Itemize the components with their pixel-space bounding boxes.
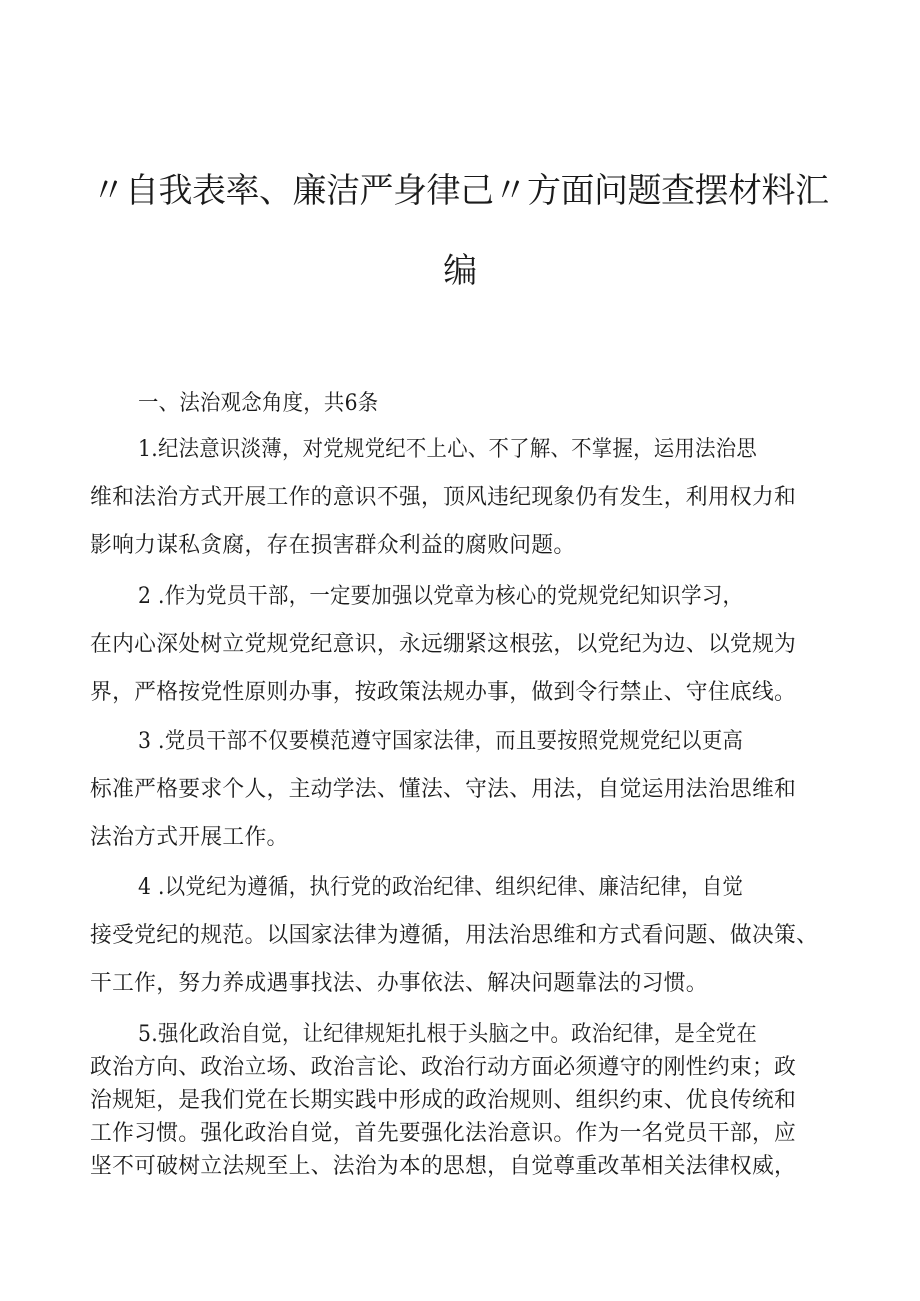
paragraph-3-line-2: 标准严格要求个人，主动学法、懂法、守法、用法，自觉运用法治思维和 — [90, 777, 797, 802]
paragraph-2-line-1: 2 .作为党员干部，一定要加强以党章为核心的党规党纪知识学习， — [138, 584, 744, 609]
paragraph-1-line-2: 维和法治方式开展工作的意识不强，顶风违纪现象仍有发生，利用权力和 — [90, 485, 797, 510]
paragraph-5-line-3: 治规矩，是我们党在长期实践中形成的政治规则、组织约束、优良传统和 — [90, 1088, 797, 1113]
document-title-line-2: 编 — [443, 251, 477, 291]
paragraph-2-line-2: 在内心深处树立党规党纪意识，永远绷紧这根弦，以党纪为边、以党规为 — [90, 632, 797, 657]
paragraph-2-line-3: 界，严格按党性原则办事，按政策法规办事，做到令行禁止、守住底线。 — [90, 680, 797, 705]
paragraph-3-line-3: 法治方式开展工作。 — [90, 825, 289, 850]
paragraph-4-line-1: 4 .以党纪为遵循，执行党的政治纪律、组织纪律、廉洁纪律，自觉 — [138, 875, 744, 900]
paragraph-5-line-4: 工作习惯。强化政治自觉，首先要强化法治意识。作为一名党员干部，应 — [90, 1121, 797, 1146]
paragraph-1-line-3: 影响力谋私贪腐，存在损害群众利益的腐败问题。 — [90, 533, 576, 558]
paragraph-3-line-1: 3 .党员干部不仅要模范遵守国家法律，而且要按照党规党纪以更高 — [138, 729, 744, 754]
paragraph-4-line-2: 接受党纪的规范。以国家法律为遵循，用法治思维和方式看问题、做决策、 — [90, 923, 819, 948]
paragraph-5-line-5: 坚不可破树立法规至上、法治为本的思想，自觉尊重改革相关法律权威， — [90, 1154, 797, 1179]
paragraph-4-line-3: 干工作，努力养成遇事找法、办事依法、解决问题靠法的习惯。 — [90, 971, 708, 996]
section-heading: 一、法治观念角度，共6条 — [138, 391, 379, 416]
paragraph-5-line-1: 5.强化政治自觉，让纪律规矩扎根于头脑之中。政治纪律，是全党在 — [138, 1022, 758, 1047]
document-title-line-1: 〃自我表率、廉洁严身律己〃方面问题查摆材料汇 — [91, 171, 829, 211]
paragraph-1-line-1: 1.纪法意识淡薄，对党规党纪不上心、不了解、不掌握，运用法治思 — [138, 437, 758, 462]
paragraph-5-line-2: 政治方向、政治立场、政治言论、政治行动方面必须遵守的刚性约束；政 — [90, 1055, 797, 1080]
